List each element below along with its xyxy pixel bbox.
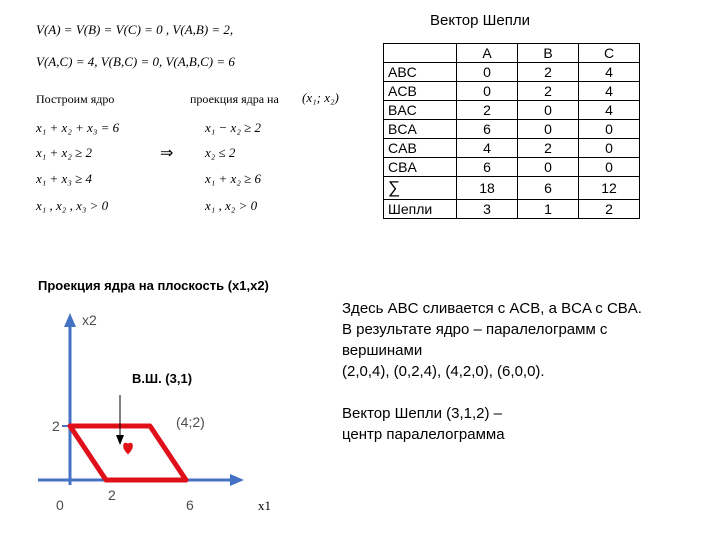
cell: 6 — [518, 177, 579, 200]
explanation-line: В результате ядро – паралелограмм с — [342, 321, 608, 338]
header-cell — [384, 44, 457, 63]
cell: 4 — [579, 101, 640, 120]
x-tick-label: 6 — [186, 497, 194, 513]
cell: 0 — [518, 120, 579, 139]
row-name: CBA — [384, 158, 457, 177]
equation-line-1: V(A) = V(B) = V(C) = 0 , V(A,B) = 2, — [36, 22, 234, 37]
cell: 2 — [457, 101, 518, 120]
equation-line-2: V(A,C) = 4, V(B,C) = 0, V(A,B,C) = 6 — [36, 54, 235, 69]
left-ineq-2: x₁ + x₂ ≥ 2 — [36, 145, 92, 160]
header-cell: B — [518, 44, 579, 63]
explanation-line: центр паралелограмма — [342, 426, 505, 443]
table-row — [384, 82, 640, 101]
cell: 12 — [579, 177, 640, 200]
right-ineq-2: x₂ ≤ 2 — [205, 145, 236, 160]
row-name: Шепли — [384, 200, 457, 219]
cell: 0 — [579, 139, 640, 158]
cell: 18 — [457, 177, 518, 200]
cell: 0 — [457, 63, 518, 82]
corner-label: (4;2) — [176, 414, 205, 430]
right-ineq-1: x₁ − x₂ ≥ 2 — [205, 120, 261, 135]
cell: 0 — [457, 82, 518, 101]
explanation-line: вершинами — [342, 342, 423, 359]
table-header-row — [384, 44, 640, 63]
callout-label: В.Ш. (3,1) — [132, 371, 193, 386]
y-axis-arrow-icon — [64, 313, 76, 327]
implies-arrow: ⇒ — [160, 145, 174, 162]
explanation-line: Вектор Шепли (3,1,2) – — [342, 405, 503, 422]
table-row — [384, 139, 640, 158]
row-name: BCA — [384, 120, 457, 139]
core-projection-graph — [0, 295, 340, 530]
cell: 1 — [518, 200, 579, 219]
shapley-table — [383, 43, 640, 219]
cell: 2 — [518, 63, 579, 82]
sum-symbol: ∑ — [384, 177, 457, 200]
shapley-point-icon — [124, 444, 132, 453]
cell: 0 — [579, 158, 640, 177]
cell: 4 — [457, 139, 518, 158]
explanation-line: (2,0,4), (0,2,4), (4,2,0), (6,0,0). — [342, 363, 545, 380]
row-name: ABC — [384, 63, 457, 82]
cell: 2 — [518, 139, 579, 158]
left-ineq-4: x₁ , x₂ , x₃ > 0 — [36, 198, 109, 213]
x-axis-label: x1 — [258, 498, 271, 513]
y-tick-label: 2 — [52, 418, 60, 434]
cell: 3 — [457, 200, 518, 219]
projection-vars: (x₁; x₂) — [302, 90, 339, 105]
cell: 2 — [518, 82, 579, 101]
spacer — [342, 382, 702, 403]
projection-label: проекция ядра на — [190, 92, 279, 106]
explanation-line: Здесь ABC сливается с ACB, а BCA с CBA. — [342, 300, 642, 317]
cell: 0 — [518, 101, 579, 120]
right-ineq-4: x₁ , x₂ > 0 — [205, 198, 258, 213]
x-axis-arrow-icon — [230, 474, 244, 486]
right-ineq-3: x₁ + x₂ ≥ 6 — [205, 171, 261, 186]
row-name: ACB — [384, 82, 457, 101]
header-cell: C — [579, 44, 640, 63]
table-row — [384, 101, 640, 120]
left-ineq-1: x₁ + x₂ + x₃ = 6 — [36, 120, 120, 135]
cell: 6 — [457, 120, 518, 139]
callout-arrow-icon — [116, 435, 124, 445]
x-tick-label: 2 — [108, 487, 116, 503]
sum-row — [384, 177, 640, 200]
table-row — [384, 120, 640, 139]
left-ineq-3: x₁ + x₃ ≥ 4 — [36, 171, 92, 186]
table-row — [384, 158, 640, 177]
row-name: CAB — [384, 139, 457, 158]
shapley-row — [384, 200, 640, 219]
cell: 2 — [579, 200, 640, 219]
cell: 0 — [518, 158, 579, 177]
y-axis-label: x2 — [82, 312, 97, 328]
table-title: Вектор Шепли — [430, 12, 530, 29]
graph-title: Проекция ядра на плоскость (x1,x2) — [38, 278, 269, 293]
cell: 4 — [579, 63, 640, 82]
row-name: BAC — [384, 101, 457, 120]
table-row — [384, 63, 640, 82]
cell: 0 — [579, 120, 640, 139]
origin-label: 0 — [56, 497, 64, 513]
explanation-text — [342, 298, 702, 445]
cell: 6 — [457, 158, 518, 177]
header-cell: A — [457, 44, 518, 63]
cell: 4 — [579, 82, 640, 101]
build-core-label: Построим ядро — [36, 92, 115, 106]
